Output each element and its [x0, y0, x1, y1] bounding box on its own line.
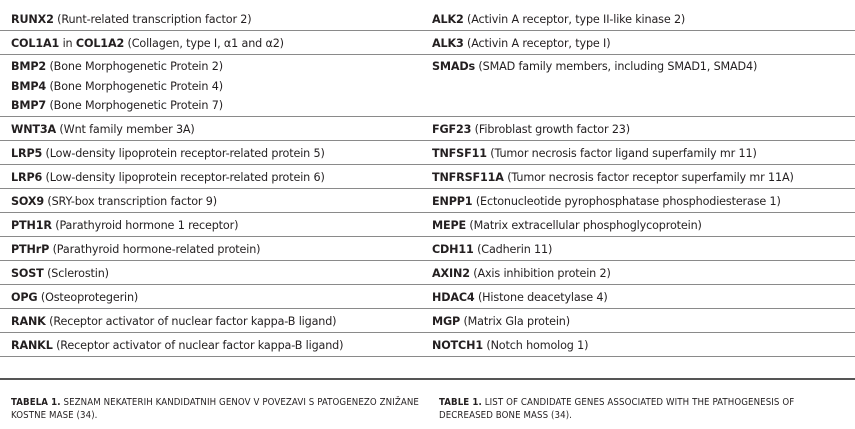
gene-description: (Axis inhibition protein 2) [469, 266, 611, 280]
caption-english-label: TABLE 1. [439, 397, 482, 408]
gene-description: (Cadherin 11) [473, 242, 553, 256]
gene-entry [11, 77, 415, 97]
table-cell-left [0, 55, 421, 117]
gene-symbol: SOX9 [11, 194, 44, 208]
gene-description: (Ectonucleotide pyrophosphatase phosphodiesterase 1) [472, 194, 781, 208]
gene-description: (Bone Morphogenetic Protein 7) [46, 99, 223, 112]
table-cell-right [421, 260, 855, 284]
table-row [0, 236, 855, 260]
gene-entry [11, 96, 415, 116]
gene-description: (Activin A receptor, type I) [463, 37, 611, 50]
gene-symbol: HDAC4 [431, 290, 475, 304]
gene-description: (SMAD family members, including SMAD1, SMAD4) [475, 60, 758, 73]
caption-slovene-label: TABELA 1. [11, 397, 61, 408]
gene-symbol: TNFRSF11A [431, 170, 504, 184]
gene-description: (Matrix Gla protein) [460, 314, 570, 328]
gene-description: (Low-density lipoprotein receptor-related protein 6) [42, 170, 325, 184]
gene-symbol: SMADs [431, 60, 476, 73]
gene-entry [432, 285, 849, 308]
table-row [0, 164, 855, 188]
gene-description: (Parathyroid hormone 1 receptor) [51, 218, 239, 232]
table-cell-right [421, 55, 855, 117]
gene-symbol: CDH11 [431, 242, 474, 256]
table-cell-right [421, 236, 855, 260]
table-cell-right [421, 308, 855, 332]
gene-entry [11, 117, 415, 140]
gene-symbol: FGF23 [431, 122, 472, 136]
gene-description: (SRY-box transcription factor 9) [43, 194, 217, 208]
gene-symbol: LRP6 [11, 170, 43, 184]
gene-entry [11, 141, 415, 164]
gene-entry [432, 333, 849, 356]
gene-symbol: COL1A2 [75, 37, 125, 50]
gene-entry [432, 213, 849, 236]
gene-description: (Tumor necrosis factor ligand superfamily mr 11) [486, 146, 757, 160]
gene-entry [11, 213, 415, 236]
caption-slovene [11, 396, 421, 422]
gene-symbol: WNT3A [11, 122, 57, 136]
table-cell-right [421, 140, 855, 164]
gene-table-body [0, 7, 855, 356]
gene-symbol: LRP5 [11, 146, 43, 160]
gene-description: (Fibroblast growth factor 23) [471, 122, 630, 136]
table-row [0, 284, 855, 308]
gene-entry [432, 31, 849, 54]
gene-description: (Matrix extracellular phosphoglycoprotein) [466, 218, 702, 232]
table-cell-left [0, 212, 421, 236]
gene-entry [11, 55, 415, 77]
table-bottom-rule [0, 378, 855, 380]
gene-entry [432, 117, 849, 140]
table-row [0, 260, 855, 284]
gene-description: (Notch homolog 1) [482, 338, 589, 352]
gene-entry [432, 261, 849, 284]
gene-description: (Receptor activator of nuclear factor kappa-B ligand) [52, 338, 344, 352]
gene-symbol: PTH1R [11, 218, 52, 232]
gene-description: (Low-density lipoprotein receptor-related protein 5) [42, 146, 325, 160]
gene-symbol: OPG [11, 290, 38, 304]
gene-symbol: RANK [11, 314, 46, 328]
gene-symbol: BMP4 [11, 79, 47, 93]
caption-english [439, 396, 849, 422]
gene-symbol: AXIN2 [431, 266, 470, 280]
gene-symbol: COL1A1 [11, 37, 60, 50]
table-row [0, 188, 855, 212]
gene-description: (Parathyroid hormone-related protein) [49, 242, 261, 256]
gene-description: (Tumor necrosis factor receptor superfamily mr 11A) [503, 170, 794, 184]
table-row [0, 308, 855, 332]
gene-description: (Collagen, type I, α1 and α2) [124, 37, 284, 50]
gene-symbol: SOST [11, 266, 44, 280]
gene-entry [11, 237, 415, 260]
table-cell-left [0, 31, 421, 55]
table-cell-left [0, 164, 421, 188]
caption-english-text: LIST OF CANDIDATE GENES ASSOCIATED WITH THE PATHOGENESIS OF DECREASED BONE MASS (34). [439, 397, 795, 421]
gene-symbol: NOTCH1 [431, 338, 483, 352]
table-cell-right [421, 7, 855, 31]
table-cell-left [0, 140, 421, 164]
gene-entry [11, 165, 415, 188]
gene-entry [11, 333, 415, 356]
gene-description: (Receptor activator of nuclear factor kappa-B ligand) [45, 314, 337, 328]
table-cell-right [421, 116, 855, 140]
gene-entry [11, 31, 415, 54]
gene-entry [11, 261, 415, 284]
gene-description: (Bone Morphogenetic Protein 4) [46, 79, 223, 93]
gene-entry [432, 165, 849, 188]
gene-symbol: RUNX2 [11, 13, 54, 26]
gene-entry [432, 237, 849, 260]
table-cell-right [421, 31, 855, 55]
gene-description: (Runt-related transcription factor 2) [53, 13, 252, 26]
gene-symbol: MGP [431, 314, 461, 328]
table-cell-left [0, 236, 421, 260]
table-cell-left [0, 308, 421, 332]
table-cell-left [0, 7, 421, 31]
table-row [0, 55, 855, 117]
gene-description: (Activin A receptor, type II-like kinase 2) [463, 13, 686, 26]
gene-symbol: ALK2 [431, 13, 464, 26]
gene-symbol: BMP2 [11, 60, 47, 73]
table-cell-left [0, 188, 421, 212]
gene-symbol: MEPE [431, 218, 467, 232]
gene-symbol: TNFSF11 [431, 146, 487, 160]
table-cell-left [0, 260, 421, 284]
gene-entry [432, 55, 849, 77]
gene-description: (Sclerostin) [43, 266, 109, 280]
table-row [0, 140, 855, 164]
gene-entry [432, 309, 849, 332]
caption-slovene-text: SEZNAM NEKATERIH KANDIDATNIH GENOV V POVEZAVI S PATOGENEZO ZNIŽANE KOSTNE MASE (34). [11, 397, 419, 421]
gene-symbol: ALK3 [431, 37, 464, 50]
table-cell-left [0, 116, 421, 140]
gene-description: (Osteoprotegerin) [37, 290, 139, 304]
gene-table [0, 7, 855, 357]
gene-symbol: ENPP1 [431, 194, 473, 208]
gene-symbol: RANKL [11, 338, 53, 352]
table-cell-left [0, 332, 421, 356]
gene-entry [11, 309, 415, 332]
table-cell-right [421, 164, 855, 188]
table-row [0, 116, 855, 140]
gene-entry [11, 189, 415, 212]
gene-entry [11, 285, 415, 308]
table-cell-right [421, 188, 855, 212]
gene-symbol: PTHrP [11, 242, 50, 256]
gene-entry [432, 189, 849, 212]
gene-symbol: BMP7 [11, 99, 47, 112]
gene-conjunction: in [59, 37, 76, 50]
gene-entry [11, 7, 415, 30]
gene-entry [432, 7, 849, 30]
gene-description: (Bone Morphogenetic Protein 2) [46, 60, 223, 73]
gene-description: (Wnt family member 3A) [56, 122, 195, 136]
table-row [0, 31, 855, 55]
table-cell-right [421, 212, 855, 236]
table-row [0, 212, 855, 236]
gene-entry [432, 141, 849, 164]
table-cell-right [421, 284, 855, 308]
table-cell-right [421, 332, 855, 356]
gene-description: (Histone deacetylase 4) [474, 290, 608, 304]
table-cell-left [0, 284, 421, 308]
table-row [0, 7, 855, 31]
table-row [0, 332, 855, 356]
